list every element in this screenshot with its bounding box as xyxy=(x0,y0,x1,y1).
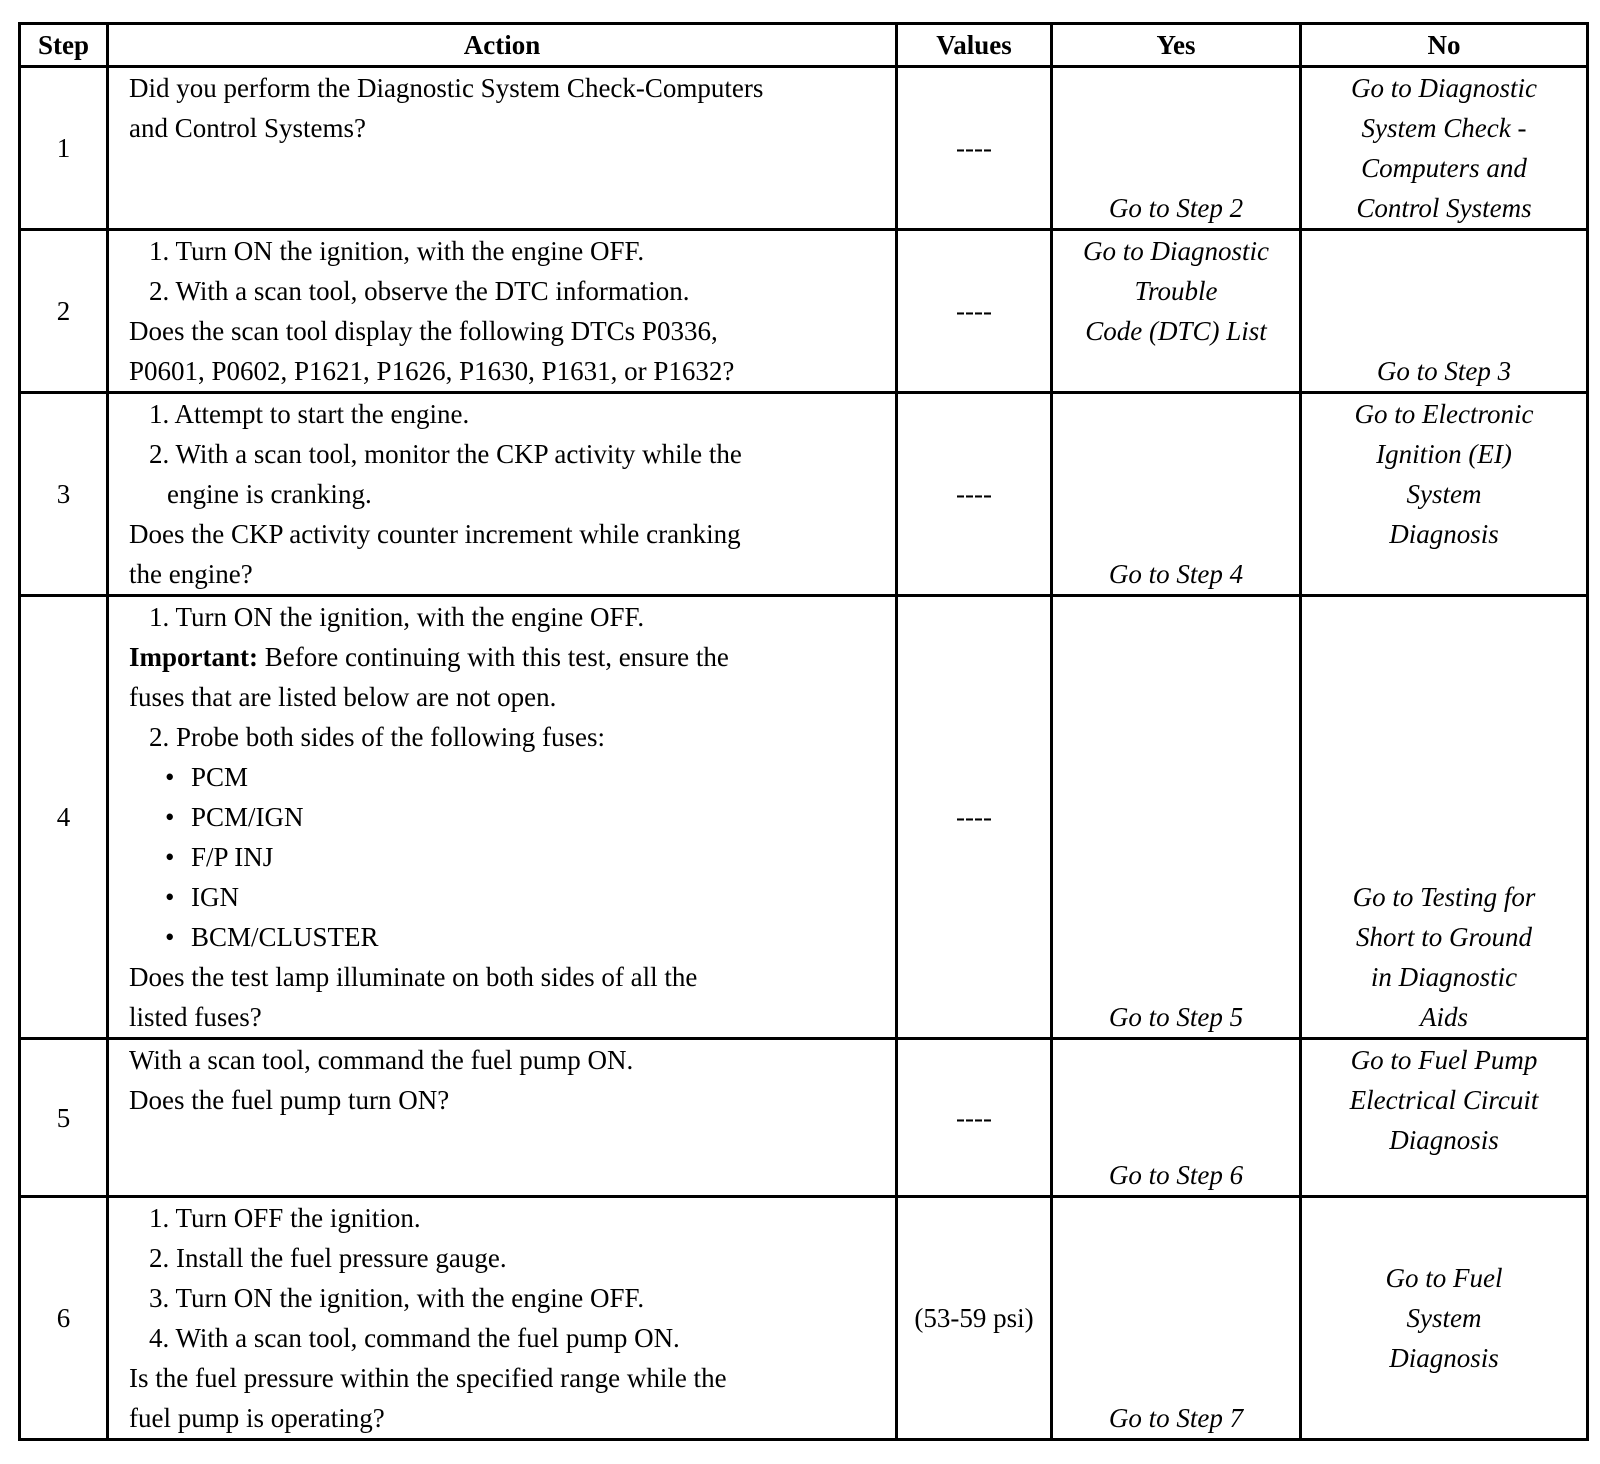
table-row xyxy=(20,1197,1588,1440)
action-line: Did you perform the Diagnostic System Check-Computers xyxy=(129,73,764,103)
no-line: Short to Ground xyxy=(1355,922,1532,952)
action-line: 1. Turn OFF the ignition. xyxy=(149,1203,421,1233)
yes-link[interactable]: Go to Step 6 xyxy=(1052,1039,1301,1197)
action-line: engine is cranking. xyxy=(167,479,372,509)
header-step: Step xyxy=(20,24,108,67)
action-line: 3. Turn ON the ignition, with the engine OFF. xyxy=(149,1283,645,1313)
no-line: System xyxy=(1406,1303,1482,1333)
no-link[interactable] xyxy=(1301,596,1588,1039)
action-line: Is the fuel pressure within the specified range while the xyxy=(129,1363,727,1393)
step-number: 4 xyxy=(20,596,108,1039)
action-line: fuel pump is operating? xyxy=(129,1403,385,1433)
diagnostic-table xyxy=(18,22,1589,1441)
no-line: Ignition (EI) xyxy=(1376,439,1512,469)
yes-link[interactable]: Go to Step 7 xyxy=(1052,1197,1301,1440)
values-cell: ---- xyxy=(897,230,1052,393)
values-cell: ---- xyxy=(897,393,1052,596)
step-number: 3 xyxy=(20,393,108,596)
action-line: the engine? xyxy=(129,559,253,589)
no-line: System Check - xyxy=(1361,113,1527,143)
no-line: Go to Fuel Pump xyxy=(1350,1045,1538,1075)
table-row xyxy=(20,1039,1588,1197)
fuse-item: • BCM/CLUSTER xyxy=(129,917,889,957)
no-line: Electrical Circuit xyxy=(1349,1085,1539,1115)
no-link[interactable] xyxy=(1301,1039,1588,1197)
action-line: 1. Turn ON the ignition, with the engine OFF. xyxy=(149,602,645,632)
fuse-item: • PCM xyxy=(129,757,889,797)
no-line: Computers and xyxy=(1361,153,1527,183)
values-cell: (53-59 psi) xyxy=(897,1197,1052,1440)
no-line: Diagnosis xyxy=(1389,519,1499,549)
table-row xyxy=(20,596,1588,1039)
table-row xyxy=(20,67,1588,230)
no-line: Diagnosis xyxy=(1389,1343,1499,1373)
no-link[interactable] xyxy=(1301,67,1588,230)
no-line: Go to Fuel xyxy=(1385,1263,1503,1293)
action-line: 2. With a scan tool, observe the DTC information. xyxy=(149,276,690,306)
action-cell xyxy=(108,1039,897,1197)
no-line: Go to Electronic xyxy=(1354,399,1534,429)
action-line: fuses that are listed below are not open. xyxy=(129,682,557,712)
action-line: listed fuses? xyxy=(129,1002,262,1032)
action-cell xyxy=(108,393,897,596)
action-cell xyxy=(108,67,897,230)
important-text: Before continuing with this test, ensure the xyxy=(258,642,729,672)
no-line: Diagnosis xyxy=(1389,1125,1499,1155)
header-no: No xyxy=(1301,24,1588,67)
no-line: Aids xyxy=(1419,1002,1468,1032)
action-line: P0601, P0602, P1621, P1626, P1630, P1631, or P1632? xyxy=(129,356,735,386)
action-line: Does the scan tool display the following DTCs P0336, xyxy=(129,316,718,346)
no-line: in Diagnostic xyxy=(1370,962,1518,992)
action-line: 2. Install the fuel pressure gauge. xyxy=(149,1243,507,1273)
yes-link[interactable]: Go to Step 4 xyxy=(1052,393,1301,596)
action-line: Does the CKP activity counter increment while cranking xyxy=(129,519,741,549)
yes-line: Go to Diagnostic xyxy=(1083,236,1269,266)
no-line: Go to Diagnostic xyxy=(1351,73,1537,103)
action-line: and Control Systems? xyxy=(129,113,366,143)
action-line: 1. Turn ON the ignition, with the engine OFF. xyxy=(149,236,645,266)
no-link[interactable] xyxy=(1301,393,1588,596)
action-line: 4. With a scan tool, command the fuel pump ON. xyxy=(149,1323,680,1353)
action-line: Does the fuel pump turn ON? xyxy=(129,1085,450,1115)
no-line: Go to Testing for xyxy=(1352,882,1536,912)
yes-link[interactable]: Go to Step 5 xyxy=(1052,596,1301,1039)
action-cell xyxy=(108,596,897,1039)
header-yes: Yes xyxy=(1052,24,1301,67)
step-number: 6 xyxy=(20,1197,108,1440)
no-line: System xyxy=(1406,479,1482,509)
action-line: 2. With a scan tool, monitor the CKP activity while the xyxy=(149,439,742,469)
fuse-item: • IGN xyxy=(129,877,889,917)
values-cell: ---- xyxy=(897,596,1052,1039)
action-cell xyxy=(108,230,897,393)
action-cell xyxy=(108,1197,897,1440)
fuse-item: • F/P INJ xyxy=(129,837,889,877)
values-cell: ---- xyxy=(897,67,1052,230)
yes-link[interactable]: Go to Step 2 xyxy=(1052,67,1301,230)
step-number: 5 xyxy=(20,1039,108,1197)
header-action: Action xyxy=(108,24,897,67)
yes-link[interactable] xyxy=(1052,230,1301,393)
action-line: 1. Attempt to start the engine. xyxy=(149,399,470,429)
values-cell: ---- xyxy=(897,1039,1052,1197)
no-link[interactable]: Go to Step 3 xyxy=(1301,230,1588,393)
important-note xyxy=(129,637,889,677)
fuse-item: • PCM/IGN xyxy=(129,797,889,837)
header-values: Values xyxy=(897,24,1052,67)
action-line: With a scan tool, command the fuel pump ON. xyxy=(129,1045,634,1075)
table-row xyxy=(20,230,1588,393)
no-line: Control Systems xyxy=(1356,193,1532,223)
step-number: 1 xyxy=(20,67,108,230)
yes-line: Trouble xyxy=(1134,276,1218,306)
table-row xyxy=(20,393,1588,596)
yes-line: Code (DTC) List xyxy=(1085,316,1267,346)
header-row xyxy=(20,24,1588,67)
action-line: 2. Probe both sides of the following fuses: xyxy=(149,722,605,752)
action-line: Does the test lamp illuminate on both sides of all the xyxy=(129,962,698,992)
no-link[interactable] xyxy=(1301,1197,1588,1440)
step-number: 2 xyxy=(20,230,108,393)
important-label: Important: xyxy=(129,642,258,672)
